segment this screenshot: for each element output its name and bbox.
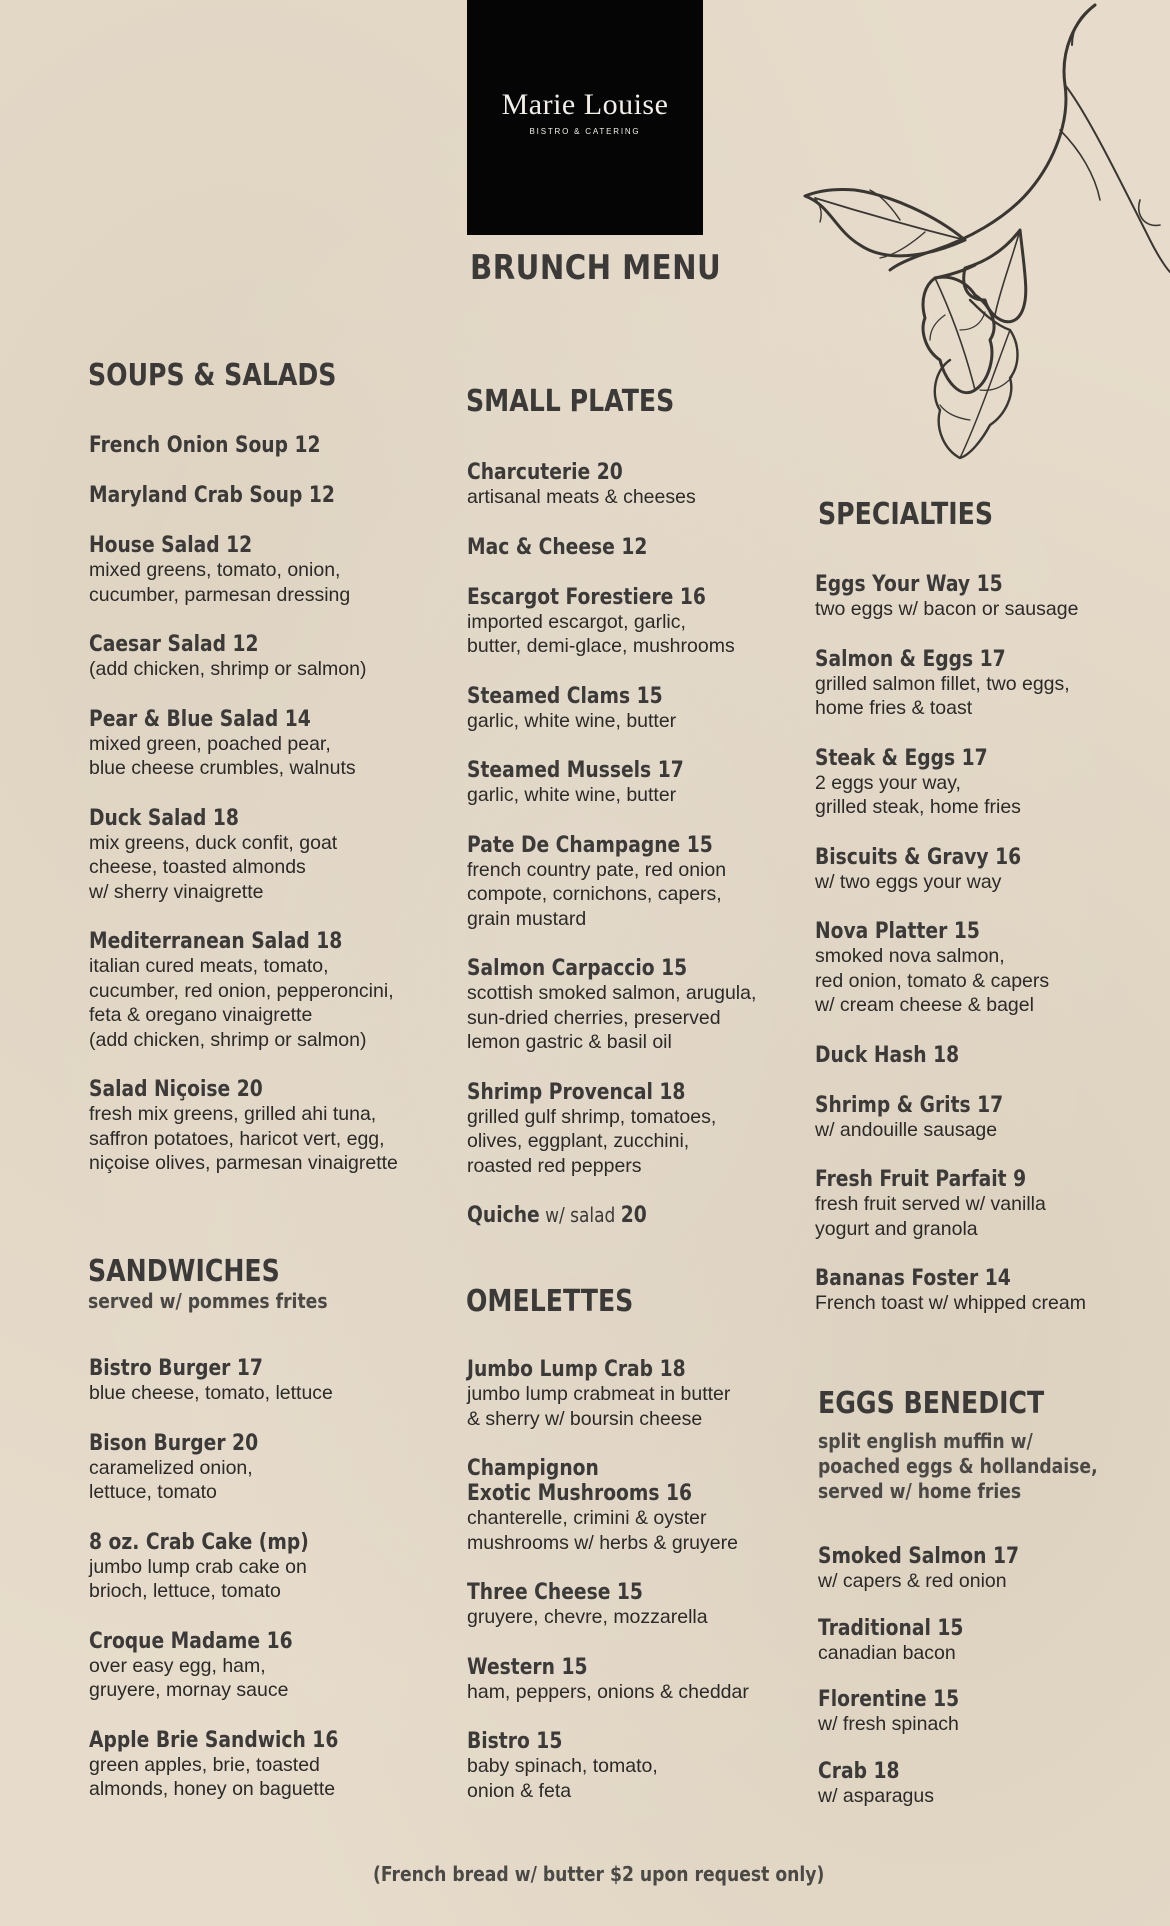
menu-item (815, 1266, 1086, 1316)
menu-item-description: w/ andouille sausage (815, 1118, 998, 1141)
small-plates-section (466, 385, 714, 419)
menu-item-description: niçoise olives, parmesan vinaigrette (89, 1152, 398, 1174)
menu-item-description: mix greens, duck confit, goat (89, 831, 338, 854)
menu-item-description: over easy egg, ham, (89, 1654, 266, 1677)
omelettes-section (466, 1285, 665, 1319)
menu-item (467, 1456, 749, 1555)
menu-item-description: french country pate, red onion (467, 858, 727, 881)
logo-subtitle: BISTRO & CATERING (529, 127, 641, 136)
menu-item-name: Smoked Salmon 17 (818, 1544, 1019, 1569)
menu-item-description: lemon gastric & basil oil (467, 1031, 672, 1053)
menu-item-name: Pear & Blue Salad 14 (89, 706, 311, 732)
menu-item (89, 707, 398, 781)
menu-item (467, 460, 756, 510)
menu-item (89, 1728, 382, 1802)
menu-item-description: & sherry w/ boursin cheese (467, 1407, 703, 1430)
menu-item (89, 433, 398, 458)
menu-item-name: Jumbo Lump Crab 18 (467, 1357, 686, 1382)
menu-item-description: lettuce, tomato (89, 1481, 217, 1503)
menu-item (467, 535, 756, 560)
menu-item-description: mixed green, poached pear, (89, 732, 331, 755)
menu-item-description: artisanal meats & cheeses (467, 486, 696, 508)
small-plates-list (467, 460, 756, 1228)
menu-item-description: canadian bacon (818, 1641, 956, 1664)
menu-item (815, 572, 1086, 622)
menu-item-name (467, 1203, 713, 1228)
menu-item-description: sun-dried cherries, preserved (467, 1006, 721, 1029)
quiche-name: Quiche (467, 1203, 540, 1228)
specialties-section (818, 498, 1026, 532)
menu-item-name: Bistro 15 (467, 1729, 563, 1754)
menu-item (815, 1167, 1086, 1241)
menu-item (815, 1043, 1086, 1068)
menu-item-description: w/ asparagus (818, 1784, 934, 1807)
menu-item-name: Bison Burger 20 (89, 1430, 259, 1456)
menu-item-name: Nova Platter 15 (815, 919, 980, 944)
menu-item-description: green apples, brie, toasted (89, 1753, 320, 1776)
menu-item-description: w/ cream cheese & bagel (815, 994, 1034, 1016)
menu-item (815, 919, 1086, 1018)
menu-item-name: Maryland Crab Soup 12 (89, 483, 335, 508)
menu-item-name: House Salad 12 (89, 533, 253, 558)
menu-item-description: fresh fruit served w/ vanilla (815, 1193, 1046, 1215)
menu-item-description: cheese, toasted almonds (89, 856, 306, 878)
menu-item-description: red onion, tomato & capers (815, 969, 1050, 992)
section-title-sandwiches: SANDWICHES (88, 1254, 280, 1289)
section-title-specialties: SPECIALTIES (818, 497, 994, 532)
menu-item-description: w/ fresh spinach (818, 1713, 959, 1735)
menu-item-description: (add chicken, shrimp or salmon) (89, 1028, 367, 1051)
menu-item (815, 1093, 1086, 1143)
section-title-soups-salads: SOUPS & SALADS (88, 358, 337, 393)
menu-item (467, 585, 756, 659)
section-subtitle-eggs-benedict: served w/ home fries (818, 1479, 1022, 1503)
menu-item-name: Bananas Foster 14 (815, 1266, 1011, 1291)
menu-item-name: Apple Brie Sandwich 16 (89, 1727, 339, 1753)
menu-item-name: Florentine 15 (818, 1687, 960, 1712)
menu-item-name: Charcuterie 20 (467, 460, 623, 485)
menu-item (89, 533, 398, 607)
menu-item (467, 1203, 756, 1228)
menu-item-name: Biscuits & Gravy 16 (815, 844, 1022, 870)
menu-item (89, 1629, 382, 1703)
menu-item-description: home fries & toast (815, 697, 973, 719)
menu-item (467, 1655, 749, 1705)
vine-illustration-icon (720, 0, 1170, 470)
menu-item-name: Bistro Burger 17 (89, 1356, 263, 1381)
menu-item-name: Crab 18 (818, 1758, 900, 1784)
menu-item (467, 833, 756, 932)
logo-name: Marie Louise (501, 88, 669, 121)
menu-item (89, 1077, 398, 1176)
menu-item-description: w/ sherry vinaigrette (89, 880, 264, 903)
menu-item (815, 746, 1086, 820)
soups-salads-section (88, 359, 384, 393)
menu-item (815, 845, 1086, 895)
menu-item-description: butter, demi-glace, mushrooms (467, 635, 735, 657)
menu-item-name: Fresh Fruit Parfait 9 (815, 1167, 1027, 1192)
menu-item-description: saffron potatoes, haricot vert, egg, (89, 1127, 385, 1150)
menu-item-description: chanterelle, crimini & oyster (467, 1507, 707, 1529)
menu-item-name: Pate De Champagne 15 (467, 832, 713, 858)
menu-item (467, 1580, 749, 1630)
menu-item-description: blue cheese, tomato, lettuce (89, 1382, 333, 1404)
menu-item-name: Croque Madame 16 (89, 1628, 293, 1654)
menu-item (89, 483, 398, 508)
logo-block (467, 0, 703, 235)
menu-item-name: Steamed Clams 15 (467, 683, 663, 709)
menu-item (89, 1530, 382, 1604)
section-subtitle-eggs-benedict: split english muffin w/ (818, 1429, 1033, 1453)
menu-item-name: Mediterranean Salad 18 (89, 929, 343, 954)
menu-item (815, 647, 1086, 721)
menu-item-description: scottish smoked salmon, arugula, (467, 982, 757, 1004)
menu-item-description: ham, peppers, onions & cheddar (467, 1680, 749, 1703)
menu-item-description: caramelized onion, (89, 1456, 253, 1479)
menu-item-description: mushrooms w/ herbs & gruyere (467, 1531, 738, 1554)
menu-item-description: grilled salmon fillet, two eggs, (815, 672, 1070, 695)
menu-item (818, 1544, 1054, 1594)
menu-item-name: Salad Niçoise 20 (89, 1077, 263, 1102)
menu-item-name: Salmon Carpaccio 15 (467, 956, 688, 981)
menu-item-name: Eggs Your Way 15 (815, 572, 1003, 597)
menu-item (467, 684, 756, 734)
menu-item-description: yogurt and granola (815, 1217, 978, 1240)
menu-item-description: olives, eggplant, zucchini, (467, 1130, 690, 1152)
eggs-benedict-section (818, 1387, 1143, 1504)
menu-item-description: gruyere, chevre, mozzarella (467, 1606, 708, 1628)
menu-item (467, 1729, 749, 1803)
menu-item-name: Shrimp & Grits 17 (815, 1092, 1004, 1118)
menu-item-description: gruyere, mornay sauce (89, 1679, 289, 1701)
menu-item-description: cucumber, red onion, pepperoncini, (89, 979, 394, 1002)
menu-item-description: mixed greens, tomato, onion, (89, 559, 341, 581)
menu-item (818, 1616, 1054, 1666)
section-title-eggs-benedict: EGGS BENEDICT (818, 1386, 1045, 1421)
menu-item (467, 956, 756, 1055)
menu-item (89, 1356, 382, 1406)
menu-item-description: compote, cornichons, capers, (467, 883, 722, 905)
menu-item-description: w/ two eggs your way (815, 870, 1002, 893)
specialties-list (815, 572, 1086, 1316)
menu-item-description: imported escargot, garlic, (467, 610, 686, 633)
section-subtitle-sandwiches: served w/ pommes frites (88, 1289, 328, 1313)
sandwiches-section (88, 1255, 367, 1314)
menu-item-name: Shrimp Provencal 18 (467, 1079, 686, 1105)
menu-item-description: grilled steak, home fries (815, 796, 1021, 818)
menu-item-name: Three Cheese 15 (467, 1580, 643, 1605)
menu-item (89, 806, 398, 905)
menu-item-description: garlic, white wine, butter (467, 784, 677, 806)
menu-item (818, 1759, 1054, 1809)
quiche-side: w/ salad (539, 1203, 621, 1227)
menu-item-name: Duck Salad 18 (89, 805, 239, 831)
menu-item-name: Salmon & Eggs 17 (815, 646, 1006, 672)
menu-item-name: Caesar Salad 12 (89, 632, 259, 657)
menu-item-description: 2 eggs your way, (815, 771, 961, 794)
menu-item-description: jumbo lump crabmeat in butter (467, 1383, 731, 1405)
menu-item-description: (add chicken, shrimp or salmon) (89, 658, 367, 680)
menu-item-description: italian cured meats, tomato, (89, 955, 329, 977)
menu-item (467, 1357, 749, 1431)
menu-item-description: feta & oregano vinaigrette (89, 1004, 313, 1026)
menu-item (89, 929, 398, 1052)
menu-item (89, 632, 398, 682)
menu-item-name: Steamed Mussels 17 (467, 758, 684, 783)
sandwiches-list (89, 1356, 382, 1802)
menu-item-name: Traditional 15 (818, 1615, 964, 1641)
menu-item-description: almonds, honey on baguette (89, 1778, 336, 1800)
menu-item (818, 1687, 1054, 1737)
menu-item-description: cucumber, parmesan dressing (89, 583, 351, 606)
menu-title: BRUNCH MENU (470, 248, 722, 288)
menu-item-name: Escargot Forestiere 16 (467, 584, 706, 610)
menu-item-description: grain mustard (467, 907, 587, 930)
eggs-benedict-list (818, 1544, 1054, 1808)
menu-item-description: fresh mix greens, grilled ahi tuna, (89, 1103, 377, 1125)
menu-item (467, 1080, 756, 1179)
menu-item-description: blue cheese crumbles, walnuts (89, 757, 356, 779)
omelettes-list (467, 1357, 749, 1803)
menu-item-name: French Onion Soup 12 (89, 433, 321, 458)
menu-item-name: 8 oz. Crab Cake (mp) (89, 1529, 309, 1555)
menu-item-description: garlic, white wine, butter (467, 709, 677, 732)
menu-item-name: Exotic Mushrooms 16 (467, 1481, 693, 1506)
menu-item-description: French toast w/ whipped cream (815, 1292, 1086, 1314)
menu-item-description: w/ capers & red onion (818, 1570, 1007, 1592)
quiche-price: 20 (620, 1203, 647, 1228)
section-title-omelettes: OMELETTES (466, 1284, 634, 1319)
menu-item-name: Champignon (467, 1456, 599, 1481)
section-title-small-plates: SMALL PLATES (466, 384, 675, 419)
menu-item-name: Duck Hash 18 (815, 1042, 960, 1068)
menu-item-description: onion & feta (467, 1779, 572, 1802)
menu-item-description: roasted red peppers (467, 1154, 642, 1177)
menu-item-description: baby spinach, tomato, (467, 1755, 658, 1777)
menu-item-name: Western 15 (467, 1654, 588, 1680)
menu-item (89, 1431, 382, 1505)
section-subtitle-eggs-benedict: poached eggs & hollandaise, (818, 1454, 1098, 1478)
menu-item-description: smoked nova salmon, (815, 945, 1005, 967)
menu-item-description: two eggs w/ bacon or sausage (815, 598, 1079, 620)
menu-item-name: Steak & Eggs 17 (815, 745, 988, 771)
soups-salads-list (89, 433, 398, 1176)
footer-note: (French bread w/ butter $2 upon request only) (373, 1862, 825, 1886)
menu-item-name: Mac & Cheese 12 (467, 534, 648, 560)
menu-item-description: grilled gulf shrimp, tomatoes, (467, 1105, 717, 1128)
menu-item (467, 758, 756, 808)
menu-item-description: brioch, lettuce, tomato (89, 1580, 281, 1602)
menu-item-description: jumbo lump crab cake on (89, 1555, 307, 1578)
